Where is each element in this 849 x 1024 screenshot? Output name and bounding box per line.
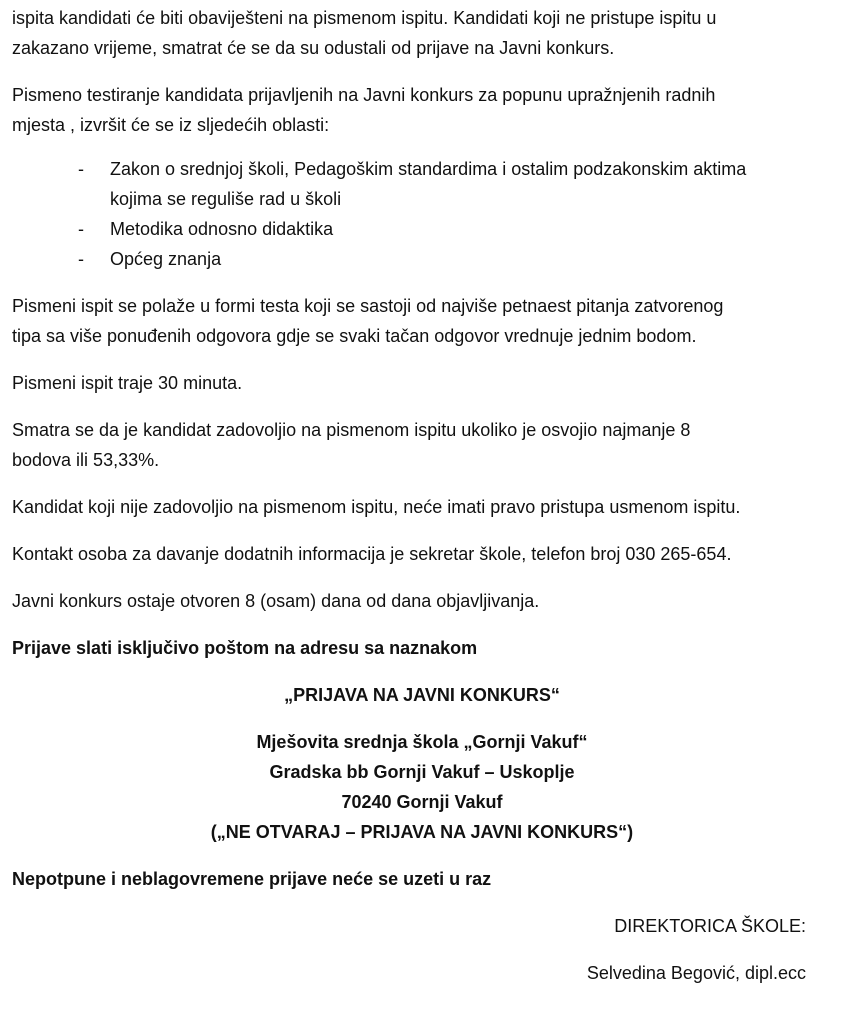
fail-rule-paragraph (12, 492, 832, 522)
envelope-label: „PRIJAVA NA JAVNI KONKURS“ (284, 685, 560, 705)
send-instructions-line: Prijave slati isključivo poštom na adresu sa naznakom (12, 638, 478, 658)
address-street: Gradska bb Gornji Vakuf – Uskoplje (269, 762, 575, 782)
area-1-line-1: Zakon o srednjoj školi, Pedagoškim standardima i ostalim podzakonskim aktima (110, 159, 747, 179)
testing-line-1: Pismeno testiranje kandidata prijavljenih na Javni konkurs za popunu upražnjenih radnih (12, 85, 716, 105)
exam-form-line-1: Pismeni ispit se polaže u formi testa koji se sastoji od najviše petnaest pitanja zatvorenog (12, 296, 724, 316)
address-school: Mješovita srednja škola „Gornji Vakuf“ (256, 732, 588, 752)
list-item (12, 244, 832, 274)
duration-paragraph (12, 368, 832, 398)
signature-name: Selvedina Begović, dipl.ecc (586, 963, 806, 983)
incomplete-notice-line: Nepotpune i neblagovremene prijave neće se uzeti u raz (12, 869, 492, 889)
list-item (12, 154, 832, 214)
envelope-label-paragraph (12, 680, 832, 710)
fail-rule-line: Kandidat koji nije zadovoljio na pismenom ispitu, neće imati pravo pristupa usmenom ispitu. (12, 497, 741, 517)
intro-line-1: ispita kandidati će biti obaviješteni na pismenom ispitu. Kandidati koji ne pristupe ispitu u (12, 8, 717, 28)
incomplete-notice-paragraph (12, 864, 832, 894)
pass-rule-paragraph (12, 415, 832, 475)
exam-areas-list (12, 154, 832, 274)
intro-line-2: zakazano vrijeme, smatrat će se da su odustali od prijave na Javni konkurs. (12, 38, 615, 58)
duration-line: Pismeni ispit traje 30 minuta. (12, 373, 243, 393)
signature-title: DIREKTORICA ŠKOLE: (614, 916, 806, 936)
area-3-line-1: Općeg znanja (110, 249, 222, 269)
signature-block (12, 911, 832, 988)
pass-rule-line-1: Smatra se da je kandidat zadovoljio na pismenom ispitu ukoliko je osvojio najmanje 8 (12, 420, 691, 440)
send-instructions-paragraph (12, 633, 832, 663)
open-period-line: Javni konkurs ostaje otvoren 8 (osam) dana od dana objavljivanja. (12, 591, 540, 611)
dash-bullet-icon: - (78, 219, 84, 239)
open-period-paragraph (12, 586, 832, 616)
dash-bullet-icon: - (78, 249, 84, 269)
pass-rule-line-2: bodova ili 53,33%. (12, 450, 160, 470)
list-item (12, 214, 832, 244)
address-block (12, 727, 832, 847)
exam-form-paragraph (12, 291, 832, 351)
contact-line: Kontakt osoba za davanje dodatnih informacija je sekretar škole, telefon broj 030 265-654. (12, 544, 732, 564)
area-2-line-1: Metodika odnosno didaktika (110, 219, 334, 239)
address-note: („NE OTVARAJ – PRIJAVA NA JAVNI KONKURS“) (210, 822, 634, 842)
contact-paragraph (12, 539, 832, 569)
testing-paragraph (12, 80, 832, 140)
area-1-line-2: kojima se reguliše rad u školi (110, 189, 342, 209)
exam-form-line-2: tipa sa više ponuđenih odgovora gdje se svaki tačan odgovor vrednuje jednim bodom. (12, 326, 697, 346)
intro-paragraph (12, 3, 832, 63)
testing-line-2: mjesta , izvršit će se iz sljedećih oblasti: (12, 115, 330, 135)
address-postal: 70240 Gornji Vakuf (341, 792, 503, 812)
dash-bullet-icon: - (78, 159, 84, 179)
document-page (12, 3, 832, 988)
